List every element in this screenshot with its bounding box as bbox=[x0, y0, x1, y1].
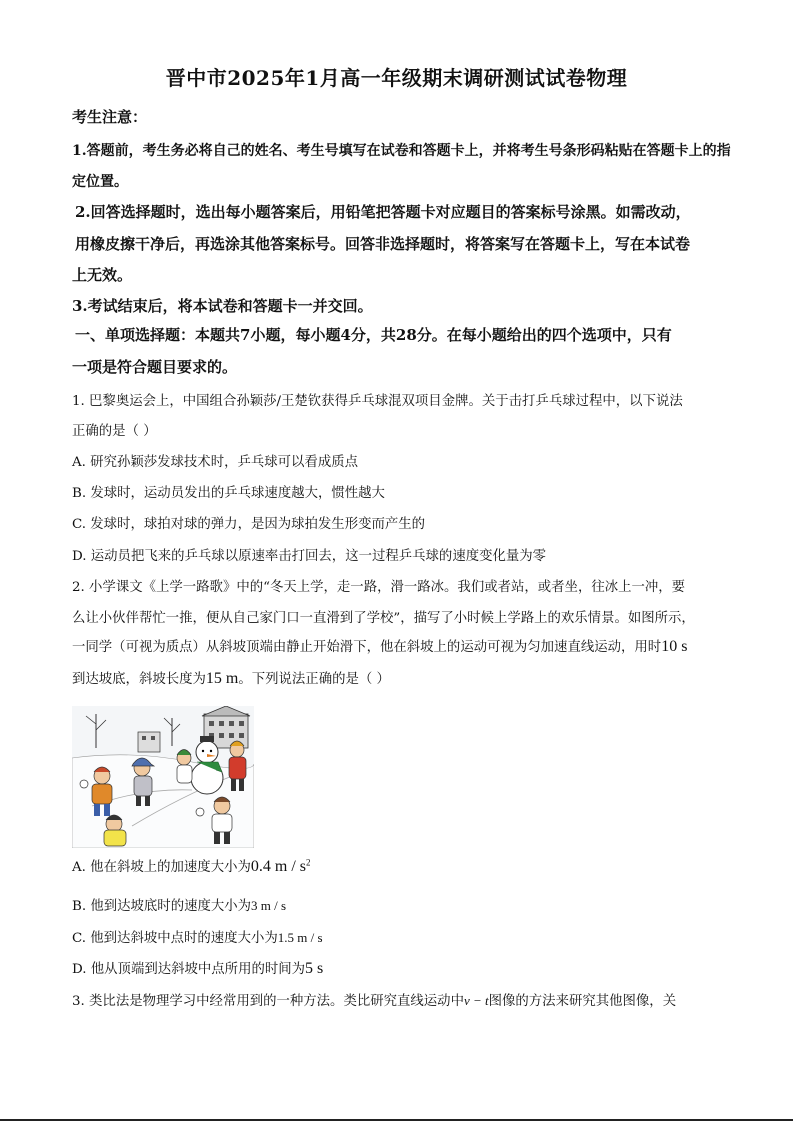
q2-option-d-value: 5 s bbox=[305, 960, 324, 977]
q3-stem-text: 3. 类比法是物理学习中经常用到的一种方法。类比研究直线运动中 bbox=[72, 994, 464, 1009]
page-bottom-rule bbox=[0, 1119, 793, 1121]
q2-option-b-value: 3 m / s bbox=[251, 898, 287, 913]
q1-option-d: D. 运动员把飞来的乒乓球以原速率击打回去，这一过程乒乓球的速度变化量为零 bbox=[72, 549, 547, 564]
q2-option-c-text: C. 他到达斜坡中点时的速度大小为 bbox=[72, 931, 278, 946]
notice-item-1-cont: 定位置。 bbox=[72, 174, 128, 190]
section-heading-cont: 一项是符合题目要求的。 bbox=[72, 358, 238, 376]
q2-stem-cont: 么让小伙伴帮忙一推，便从自己家门口一直滑到了学校”，描写了小时候上学路上的欢乐情景。如图所示， bbox=[72, 611, 695, 626]
q2-option-a-text: A. 他在斜坡上的加速度大小为 bbox=[72, 860, 251, 875]
q3-variable: v − t bbox=[463, 993, 489, 1008]
q2-stem-line4 bbox=[72, 668, 390, 688]
q1-stem-cont: 正确的是（ ） bbox=[72, 424, 157, 439]
q2-option-c bbox=[72, 927, 323, 946]
notice-item-2: 2.回答选择题时，选出每小题答案后，用铅笔把答题卡对应题目的答案标号涂黑。如需改动， bbox=[75, 203, 691, 221]
q2-option-c-value: 1.5 m / s bbox=[277, 930, 323, 945]
q2-length: 15 m bbox=[205, 670, 239, 687]
winter-scene-illustration bbox=[72, 706, 254, 848]
q2-stem: 2. 小学课文《上学一路歌》中的“冬天上学，走一路，滑一路冰。我们或者站，或者坐，往冰上一冲，要 bbox=[72, 580, 686, 595]
q2-stem-text: 。下列说法正确的是（ ） bbox=[238, 672, 390, 687]
notice-item-2-end: 上无效。 bbox=[72, 266, 133, 284]
q2-option-a-exponent: 2 bbox=[306, 857, 311, 868]
notice-heading: 考生注意： bbox=[72, 108, 148, 126]
q1-option-c: C. 发球时，球拍对球的弹力，是因为球拍发生形变而产生的 bbox=[72, 517, 426, 532]
q2-option-d bbox=[72, 958, 323, 978]
q2-option-d-text: D. 他从顶端到达斜坡中点所用的时间为 bbox=[72, 962, 306, 977]
q1-option-b: B. 发球时，运动员发出的乒乓球速度越大，惯性越大 bbox=[72, 486, 385, 501]
q3-stem-text: 图像的方法来研究其他图像，关 bbox=[488, 994, 677, 1009]
q3-stem bbox=[72, 990, 676, 1009]
q2-option-b bbox=[72, 895, 286, 914]
q2-stem-line3 bbox=[72, 636, 687, 656]
notice-item-1: 1.答题前，考生务必将自己的姓名、考生号填写在试卷和答题卡上，并将考生号条形码粘贴在答题卡上的指 bbox=[72, 143, 731, 159]
q2-option-b-text: B. 他到达坡底时的速度大小为 bbox=[72, 899, 252, 914]
q1-option-a: A. 研究孙颖莎发球技术时，乒乓球可以看成质点 bbox=[72, 455, 358, 470]
notice-item-2-cont: 用橡皮擦干净后，再选涂其他答案标号。回答非选择题时，将答案写在答题卡上，写在本试卷 bbox=[75, 235, 691, 253]
q2-stem-text: 到达坡底，斜坡长度为 bbox=[72, 672, 206, 687]
section-heading: 一、单项选择题：本题共7小题，每小题4分，共28分。在每小题给出的四个选项中，只有 bbox=[75, 326, 672, 344]
q2-option-a-value: 0.4 m / s bbox=[250, 858, 306, 875]
q2-option-a bbox=[72, 856, 311, 876]
notice-item-3: 3.考试结束后，将本试卷和答题卡一并交回。 bbox=[72, 297, 373, 315]
exam-title: 晋中市2025年1月高一年级期末调研测试试卷物理 bbox=[165, 66, 628, 90]
q2-duration: 10 s bbox=[661, 638, 688, 655]
q2-stem-text: 一同学（可视为质点）从斜坡顶端由静止开始滑下，他在斜坡上的运动可视为匀加速直线运动，用时 bbox=[72, 640, 662, 655]
q1-stem: 1. 巴黎奥运会上，中国组合孙颖莎/王楚钦获得乒乓球混双项目金牌。关于击打乒乓球过程中，以下说法 bbox=[72, 394, 683, 409]
